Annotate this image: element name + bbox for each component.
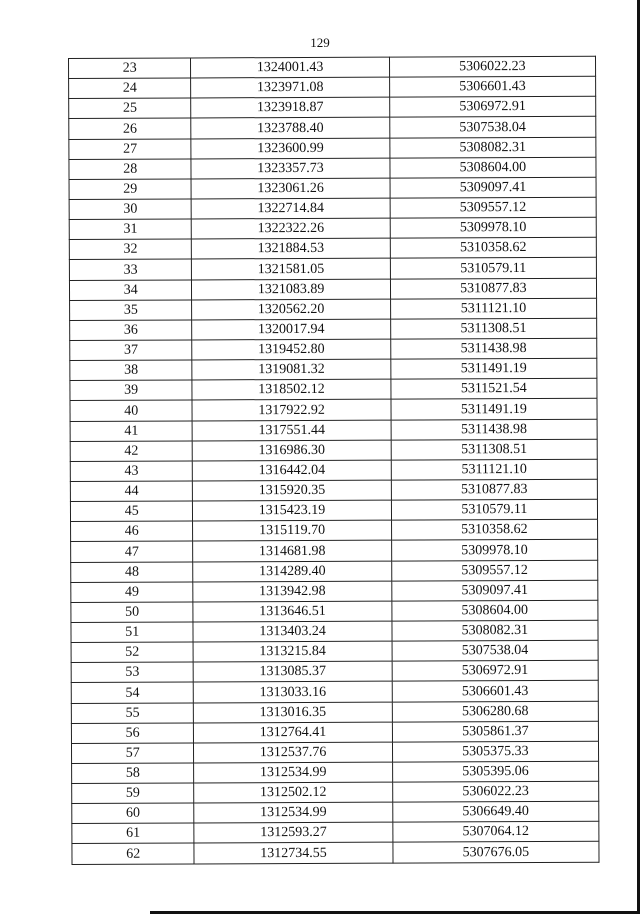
table-row [72,761,599,783]
x-coordinate-cell: 1323971.08 [191,77,389,98]
x-coordinate-cell: 1312534.99 [194,802,392,823]
point-number-cell: 39 [70,380,193,401]
x-coordinate-cell: 1313215.84 [193,641,391,662]
table-row [69,157,596,179]
table-row [69,177,596,199]
point-number-cell: 62 [72,843,195,864]
x-coordinate-cell: 1317922.92 [192,399,390,420]
point-number-cell: 55 [71,702,194,723]
x-coordinate-cell: 1319452.80 [192,339,390,360]
point-number-cell: 57 [71,743,194,764]
point-number-cell: 27 [69,139,192,160]
y-coordinate-cell: 5306972.91 [392,660,598,681]
table-row [70,399,597,421]
x-coordinate-cell: 1320562.20 [192,299,390,320]
x-coordinate-cell: 1312534.99 [194,762,392,783]
table-row [69,117,596,139]
point-number-cell: 59 [72,783,195,804]
point-number-cell: 53 [71,662,194,683]
y-coordinate-cell: 5311121.10 [390,298,596,319]
x-coordinate-cell: 1323357.73 [191,158,389,179]
y-coordinate-cell: 5308082.31 [392,620,598,641]
x-coordinate-cell: 1320017.94 [192,319,390,340]
y-coordinate-cell: 5307538.04 [392,640,598,661]
table-row [70,439,597,461]
x-coordinate-cell: 1318502.12 [192,379,390,400]
y-coordinate-cell: 5306280.68 [392,701,598,722]
point-number-cell: 36 [70,320,193,341]
y-coordinate-cell: 5308604.00 [390,157,596,178]
point-number-cell: 29 [69,179,192,200]
point-number-cell: 37 [70,340,193,361]
y-coordinate-cell: 5311121.10 [391,459,597,480]
y-coordinate-cell: 5305375.33 [392,741,598,762]
y-coordinate-cell: 5306601.43 [389,76,595,97]
point-number-cell: 31 [69,219,192,240]
table-row [71,540,598,562]
table-row [70,378,597,400]
x-coordinate-cell: 1312764.41 [194,722,392,743]
point-number-cell: 61 [72,823,195,844]
point-number-cell: 30 [69,199,192,220]
table-row [69,258,596,280]
x-coordinate-cell: 1322714.84 [192,198,390,219]
x-coordinate-cell: 1317551.44 [193,420,391,441]
x-coordinate-cell: 1323918.87 [191,97,389,118]
x-coordinate-cell: 1315423.19 [193,500,391,521]
y-coordinate-cell: 5310579.11 [390,258,596,279]
table-row [69,278,596,300]
y-coordinate-cell: 5311308.51 [391,439,597,460]
table-row [69,96,596,118]
y-coordinate-cell: 5309097.41 [392,580,598,601]
x-coordinate-cell: 1313403.24 [193,621,391,642]
y-coordinate-cell: 5308082.31 [390,137,596,158]
y-coordinate-cell: 5307676.05 [393,842,599,863]
table-row [71,640,598,662]
table-row [71,560,598,582]
table-row [69,217,596,239]
point-number-cell: 45 [70,501,193,522]
table-row [69,137,596,159]
point-number-cell: 41 [70,420,193,441]
x-coordinate-cell: 1322322.26 [192,218,390,239]
point-number-cell: 25 [69,98,192,119]
table-row [71,519,598,541]
y-coordinate-cell: 5309978.10 [390,217,596,238]
point-number-cell: 47 [71,541,194,562]
table-row [70,459,597,481]
x-coordinate-cell: 1312593.27 [194,822,392,843]
table-row [71,580,598,602]
y-coordinate-cell: 5309097.41 [390,177,596,198]
table-row [70,499,597,521]
point-number-cell: 58 [72,763,195,784]
point-number-cell: 38 [70,360,193,381]
y-coordinate-cell: 5306022.23 [392,781,598,802]
y-coordinate-cell: 5307538.04 [389,117,595,138]
x-coordinate-cell: 1314681.98 [193,540,391,561]
y-coordinate-cell: 5311521.54 [391,378,597,399]
x-coordinate-cell: 1313646.51 [193,601,391,622]
table-row [71,660,598,682]
x-coordinate-cell: 1323788.40 [191,118,389,139]
y-coordinate-cell: 5308604.00 [392,600,598,621]
x-coordinate-cell: 1323600.99 [191,138,389,159]
y-coordinate-cell: 5311308.51 [390,318,596,339]
x-coordinate-cell: 1321581.05 [192,259,390,280]
point-number-cell: 34 [69,280,192,301]
x-coordinate-cell: 1316986.30 [193,440,391,461]
x-coordinate-cell: 1313033.16 [194,681,392,702]
table-row [71,741,598,763]
point-number-cell: 24 [69,78,192,99]
point-number-cell: 28 [69,159,192,180]
table-row [70,318,597,340]
y-coordinate-cell: 5305861.37 [392,721,598,742]
point-number-cell: 23 [69,58,192,79]
x-coordinate-cell: 1323061.26 [191,178,389,199]
x-coordinate-cell: 1321884.53 [192,238,390,259]
table-row [69,237,596,259]
y-coordinate-cell: 5311438.98 [391,419,597,440]
y-coordinate-cell: 5306601.43 [392,681,598,702]
table-row [71,620,598,642]
y-coordinate-cell: 5307064.12 [393,822,599,843]
table-row [69,197,596,219]
y-coordinate-cell: 5309557.12 [391,560,597,581]
table-row [69,76,596,98]
table-row [72,801,599,823]
table-row [70,338,597,360]
coordinates-table-body [69,56,600,864]
table-row [72,781,599,803]
table-row [69,56,596,78]
x-coordinate-cell: 1313016.35 [194,702,392,723]
y-coordinate-cell: 5311491.19 [391,358,597,379]
table-row [70,358,597,380]
x-coordinate-cell: 1312734.55 [194,843,392,864]
point-number-cell: 44 [70,481,193,502]
y-coordinate-cell: 5306022.23 [389,56,595,77]
point-number-cell: 32 [69,239,192,260]
table-row [72,822,599,844]
x-coordinate-cell: 1312537.76 [194,742,392,763]
point-number-cell: 46 [71,521,194,542]
y-coordinate-cell: 5311491.19 [391,399,597,420]
point-number-cell: 43 [70,461,193,482]
y-coordinate-cell: 5309978.10 [391,540,597,561]
page-number: 129 [310,35,330,50]
x-coordinate-cell: 1313942.98 [193,581,391,602]
y-coordinate-cell: 5306649.40 [392,801,598,822]
table-row [71,701,598,723]
point-number-cell: 49 [71,582,194,603]
table-row [70,419,597,441]
x-coordinate-cell: 1324001.43 [191,57,389,78]
y-coordinate-cell: 5309557.12 [390,197,596,218]
table-row [70,479,597,501]
x-coordinate-cell: 1319081.32 [192,359,390,380]
y-coordinate-cell: 5310358.62 [391,519,597,540]
point-number-cell: 26 [69,118,192,139]
point-number-cell: 60 [72,803,195,824]
table-row [71,600,598,622]
y-coordinate-cell: 5310358.62 [390,237,596,258]
point-number-cell: 35 [70,300,193,321]
x-coordinate-cell: 1315920.35 [193,480,391,501]
y-coordinate-cell: 5310877.83 [390,278,596,299]
point-number-cell: 50 [71,602,194,623]
y-coordinate-cell: 5311438.98 [390,338,596,359]
point-number-cell: 52 [71,642,194,663]
x-coordinate-cell: 1313085.37 [194,661,392,682]
x-coordinate-cell: 1314289.40 [193,561,391,582]
coordinates-table [68,56,600,865]
x-coordinate-cell: 1321083.89 [192,279,390,300]
x-coordinate-cell: 1315119.70 [193,520,391,541]
point-number-cell: 42 [70,441,193,462]
x-coordinate-cell: 1316442.04 [193,460,391,481]
point-number-cell: 51 [71,622,194,643]
table-row [72,842,599,864]
y-coordinate-cell: 5310579.11 [391,499,597,520]
point-number-cell: 56 [71,723,194,744]
y-coordinate-cell: 5310877.83 [391,479,597,500]
table-row [71,681,598,703]
table-row [70,298,597,320]
point-number-cell: 54 [71,682,194,703]
point-number-cell: 48 [71,561,194,582]
point-number-cell: 33 [69,259,192,280]
y-coordinate-cell: 5306972.91 [389,96,595,117]
table-row [71,721,598,743]
x-coordinate-cell: 1312502.12 [194,782,392,803]
y-coordinate-cell: 5305395.06 [392,761,598,782]
point-number-cell: 40 [70,400,193,421]
